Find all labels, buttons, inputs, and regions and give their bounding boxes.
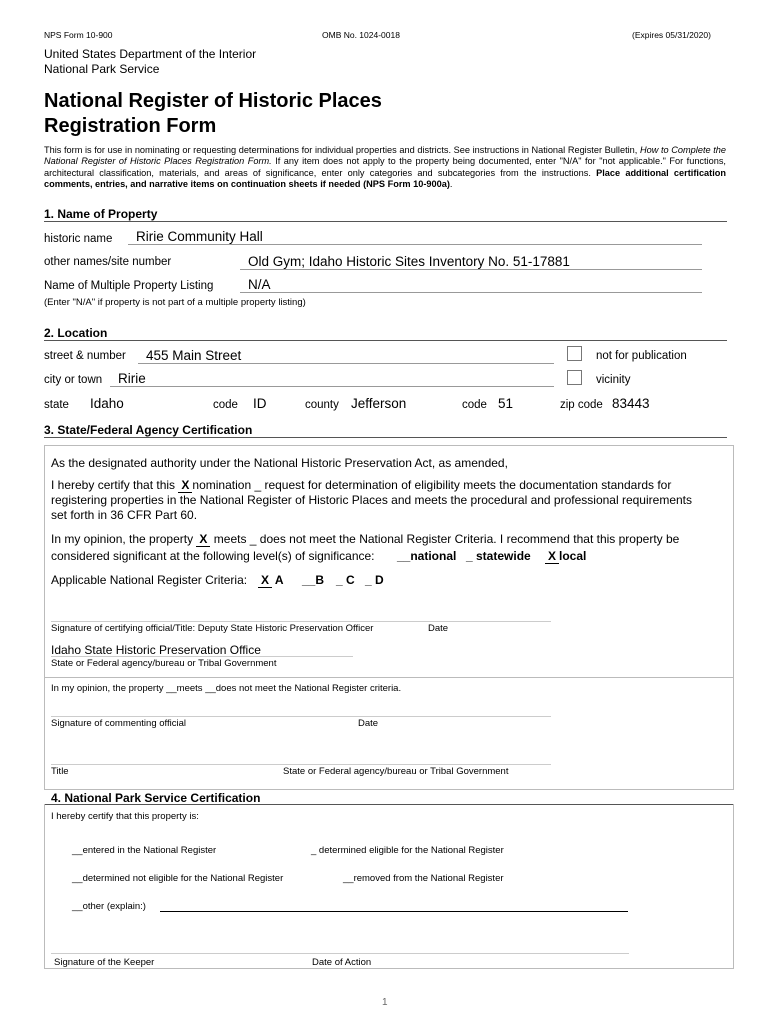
date-of-action-label: Date of Action: [312, 957, 372, 968]
street-label: street & number: [44, 350, 126, 362]
local-mark: X: [545, 549, 559, 564]
zip-label: zip code: [560, 399, 603, 411]
expiration-date: (Expires 05/31/2020): [632, 30, 711, 40]
option-determined-eligible[interactable]: _ determined eligible for the National Register: [311, 845, 504, 856]
historic-name-label: historic name: [44, 233, 113, 245]
opinion-text-b: meets _ does not meet the National Register Criteria. I recommend that this property be: [210, 532, 680, 546]
department-name: United States Department of the Interior: [44, 47, 257, 61]
county-field[interactable]: Jefferson: [351, 396, 407, 411]
keeper-signature-label: Signature of the Keeper: [54, 957, 155, 968]
criteria-a-label: A: [274, 573, 284, 587]
certifying-signature-label: Signature of certifying official/Title: Deputy State Historic Preservation Officer: [51, 623, 374, 634]
page-subtitle: Registration Form: [44, 115, 217, 137]
form-number: NPS Form 10-900: [44, 30, 113, 40]
certify-statement-line-1: [51, 478, 671, 493]
commenting-signature-line: [51, 716, 551, 717]
county-code-label: code: [462, 399, 487, 411]
nps-certification-frame: [44, 804, 734, 969]
level-local[interactable]: [545, 549, 586, 564]
criteria-d[interactable]: _ D: [365, 573, 384, 587]
other-explain-line[interactable]: [160, 911, 628, 912]
level-national[interactable]: __national: [397, 549, 457, 563]
not-for-publication-label: not for publication: [596, 350, 687, 362]
multiple-listing-field[interactable]: N/A: [248, 277, 271, 292]
criteria-a-mark: X: [258, 573, 272, 588]
commenting-agency-label: State or Federal agency/bureau or Tribal Government: [283, 766, 509, 777]
city-field[interactable]: Ririe: [118, 371, 146, 386]
page-number: 1: [382, 997, 388, 1008]
certifying-office-field[interactable]: Idaho State Historic Preservation Office: [51, 643, 261, 657]
other-names-underline: [240, 269, 702, 270]
zip-field[interactable]: 83443: [612, 396, 650, 411]
title-label: Title: [51, 766, 69, 777]
certify-statement-line-2: registering properties in the National Register of Historic Places and meets the procedural and professional requirements: [51, 493, 692, 507]
street-field[interactable]: 455 Main Street: [146, 348, 242, 363]
section-1-heading: 1. Name of Property: [44, 207, 158, 221]
certifying-office-label: State or Federal agency/bureau or Tribal Government: [51, 658, 277, 669]
level-statewide[interactable]: _ statewide: [466, 549, 531, 563]
page-title: National Register of Historic Places: [44, 90, 382, 112]
criteria-c[interactable]: _ C: [336, 573, 355, 587]
criteria-label: Applicable National Register Criteria:: [51, 573, 248, 587]
section-3-rule: [44, 437, 727, 438]
opinion-line-2: [51, 549, 375, 563]
historic-name-underline: [128, 244, 702, 245]
instructions-text-1: This form is for use in nominating or requesting determinations for individual properties and districts. See instructions in National Register Bulletin,: [44, 145, 640, 155]
opinion-text-a: In my opinion, the property: [51, 532, 197, 546]
option-not-eligible[interactable]: __determined not eligible for the National Register: [72, 873, 284, 884]
state-field[interactable]: Idaho: [90, 396, 124, 411]
commenting-divider: [44, 677, 734, 678]
service-name: National Park Service: [44, 62, 160, 76]
certifying-office-underline: [51, 656, 353, 657]
nps-certify-intro: I hereby certify that this property is:: [51, 811, 199, 822]
county-label: county: [305, 399, 339, 411]
commenting-signature-label: Signature of commenting official: [51, 718, 187, 729]
certifying-date-label: Date: [428, 623, 449, 634]
nomination-mark[interactable]: X: [178, 478, 192, 493]
multiple-listing-label: Name of Multiple Property Listing: [44, 280, 214, 292]
section-2-rule: [44, 340, 727, 341]
multiple-listing-underline: [240, 292, 702, 293]
instructions-text-2: If any item does not apply to the property being documented, enter "N/A" for "not applicable." For functions, architectural classification, materials, and areas of significance, enter only categories and subcategories from the instructions.: [44, 156, 726, 178]
title-line: [51, 764, 551, 765]
not-for-publication-checkbox[interactable]: [567, 346, 582, 361]
other-names-field[interactable]: Old Gym; Idaho Historic Sites Inventory No. 51-17881: [248, 254, 570, 269]
city-label: city or town: [44, 374, 103, 386]
commenting-date-label: Date: [358, 718, 379, 729]
certify-text-a: I hereby certify that this: [51, 478, 179, 492]
criteria-a[interactable]: [258, 573, 284, 588]
criteria-b[interactable]: __B: [302, 573, 325, 587]
option-removed[interactable]: __removed from the National Register: [343, 873, 504, 884]
vicinity-label: vicinity: [596, 374, 631, 386]
instructions-end: .: [449, 178, 453, 189]
section-2-heading: 2. Location: [44, 326, 108, 340]
certifying-signature-line: [51, 621, 551, 622]
instructions-bulletin-title: How to Complete the National Register of Historic Places Registration Form.: [44, 145, 726, 167]
opinion-line-1: [51, 532, 679, 547]
city-underline: [110, 386, 554, 387]
certify-statement-line-3: set forth in 36 CFR Part 60.: [51, 508, 198, 522]
state-code-label: code: [213, 399, 238, 411]
form-instructions: [44, 145, 726, 190]
instructions-bold: Place additional certification comments, entries, and narrative items on continuation sheets if needed (NPS Form 10-900a): [44, 167, 727, 189]
state-code-field[interactable]: ID: [253, 396, 267, 411]
local-label: local: [559, 549, 587, 563]
option-entered[interactable]: __entered in the National Register: [72, 845, 217, 856]
significance-text: considered significant at the following level(s) of significance:: [51, 549, 375, 563]
state-label: state: [44, 399, 69, 411]
meets-criteria-mark[interactable]: X: [196, 532, 210, 547]
historic-name-field[interactable]: Ririe Community Hall: [136, 229, 263, 244]
street-underline: [138, 363, 554, 364]
authority-statement: As the designated authority under the National Historic Preservation Act, as amended,: [51, 456, 508, 470]
section-3-heading: 3. State/Federal Agency Certification: [44, 423, 253, 437]
multiple-listing-note: (Enter "N/A" if property is not part of a multiple property listing): [44, 297, 306, 308]
omb-number: OMB No. 1024-0018: [322, 30, 400, 40]
option-other[interactable]: __other (explain:): [72, 901, 146, 912]
other-names-label: other names/site number: [44, 256, 172, 268]
certify-text-b: nomination _ request for determination of eligibility meets the documentation standards for: [192, 478, 672, 492]
commenting-opinion: In my opinion, the property __meets __does not meet the National Register criteria.: [51, 683, 402, 694]
section-4-heading: 4. National Park Service Certification: [51, 791, 261, 805]
county-code-field[interactable]: 51: [498, 396, 514, 411]
vicinity-checkbox[interactable]: [567, 370, 582, 385]
section-1-rule: [44, 221, 727, 222]
keeper-signature-line: [51, 953, 629, 954]
